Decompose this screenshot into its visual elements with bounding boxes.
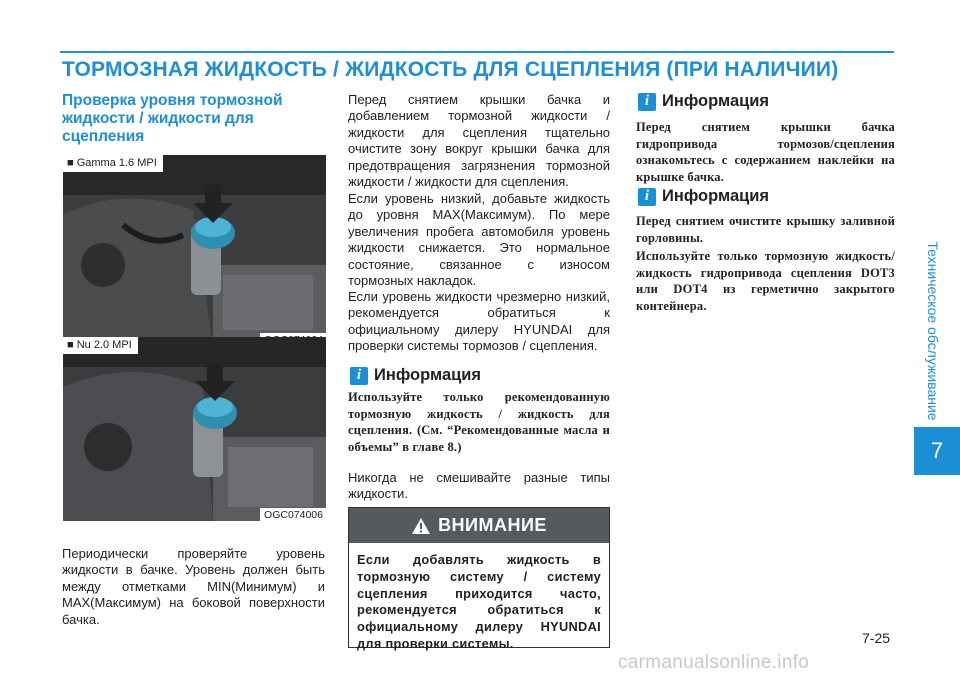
engine-label: ■ Nu 2.0 MPI (63, 337, 138, 354)
paragraph-low-level: Если уровень низкий, добавьте жидкость до уровня MAX(Максимум). По мере увеличения пробега автомобиля уровень жидкости снижается. Это нормальное состояние, связанное с износом тормозных накладок. (348, 191, 610, 289)
info-icon: i (350, 367, 368, 385)
info-text: Перед снятием очистите крышку заливной горловины. (636, 214, 895, 245)
intro-paragraph: Периодически проверяйте уровень жидкости в бачке. Уровень должен быть между отметками MIN(Минимум) и MAX(Максимум) на боковой поверхности бачка. (62, 546, 325, 627)
header-rule (60, 51, 894, 53)
info-text: Используйте только рекомендованную тормозную жидкость / жидкость для сцепления. (См. “Рекомендованные масла и объемы” в главе 8.) (348, 390, 610, 454)
engine-label: ■ Gamma 1.6 MPI (63, 155, 163, 172)
engine-illustration (63, 337, 326, 521)
watermark: carmanualsonline.info (618, 652, 810, 673)
chapter-side-label: Техническое обслуживание (925, 241, 941, 421)
paragraph-clean-cap: Перед снятием крышки бачка и добавлением тормозной жидкости / жидкости для сцепления тщательно очистите зону вокруг крышки бачка для предотвращения загрязнения тормозной жидкости / жидкости для сцепления. (348, 92, 610, 190)
info-heading (350, 366, 481, 385)
info-icon: i (638, 188, 656, 206)
info-heading (638, 187, 769, 206)
info-heading (638, 92, 769, 111)
info-icon: i (638, 93, 656, 111)
engine-illustration (63, 155, 326, 346)
engine-photo-nu (63, 337, 326, 521)
info-text-extra: Используйте только тормозную жидкость/жидкость гидропривода сцепления DOT3 или DOT4 из герметично закрытого контейнера. (636, 249, 895, 313)
page-number: 7-25 (862, 630, 891, 646)
warning-header (349, 508, 609, 543)
paragraph-very-low: Если уровень жидкости чрезмерно низкий, рекомендуется обратиться к официальному дилеру HYUNDAI для проверки системы тормозов / сцепления. (348, 289, 610, 354)
warning-icon (411, 517, 431, 535)
warning-text: Если добавлять жидкость в тормозную систему / систему сцепления приходится часто, рекомендуется обратиться к официальному дилеру HYUNDAI для проверки системы. (357, 552, 601, 651)
chapter-tab: 7 (914, 427, 960, 475)
info-text: Перед снятием крышки бачка гидропривода тормозов/сцепления ознакомьтесь с содержанием наклейки на крышке бачка. (636, 120, 895, 184)
info-title: Информация (662, 187, 770, 205)
warning-box (348, 507, 610, 651)
paragraph-no-mixing: Никогда не смешивайте разные типы жидкости. (348, 470, 610, 502)
page-title: ТОРМОЗНАЯ ЖИДКОСТЬ / ЖИДКОСТЬ ДЛЯ СЦЕПЛЕНИЯ (ПРИ НАЛИЧИИ) (62, 58, 839, 81)
image-code: OGC074006 (260, 508, 326, 521)
info-title: Информация (374, 366, 482, 384)
section-subtitle: Проверка уровня тормозной жидкости / жидкости для сцепления (62, 92, 283, 145)
engine-photo-gamma (63, 155, 326, 346)
info-title: Информация (662, 92, 770, 110)
warning-title: ВНИМАНИЕ (438, 515, 547, 535)
